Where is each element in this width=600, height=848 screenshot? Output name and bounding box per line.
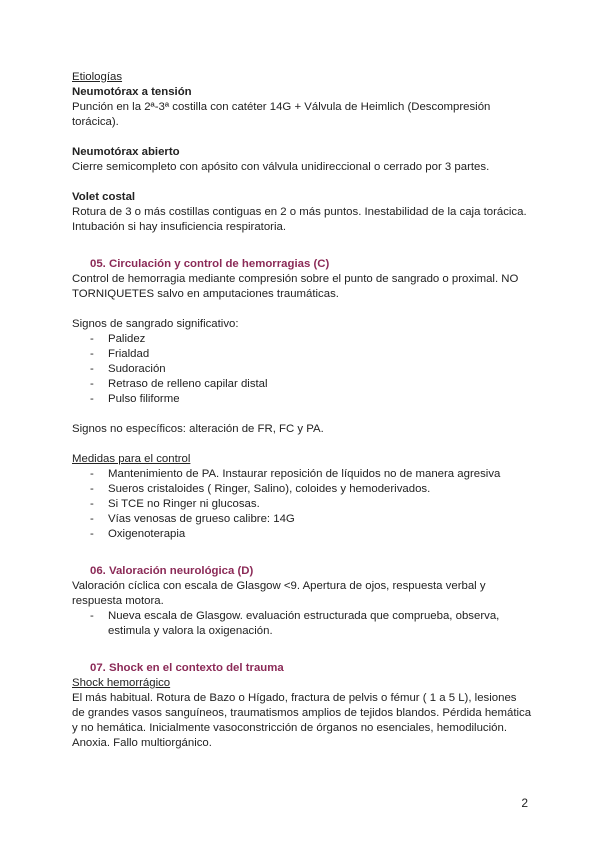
shock-text: El más habitual. Rotura de Bazo o Hígado, fractura de pelvis o fémur ( 1 a 5 L), lesiones de grandes vasos sanguíneos, traumatismos amplios de tejidos blandos. Pérdida hemática y no hemática. Inicialmente vasoconstricción de órganos no esenciales, hemodilución. Anoxia. Fallo multiorgánico.: [72, 692, 532, 749]
neurologica-text: Valoración cíclica con escala de Glasgow <9. Apertura de ojos, respuesta verbal y respuesta motora.: [72, 580, 486, 607]
shock-subtitle: Shock hemorrágico: [72, 677, 171, 689]
etiologias-title: Etiologías: [72, 71, 123, 83]
signos-list: [72, 332, 532, 407]
volet-heading: Volet costal: [72, 191, 136, 203]
signos-title: Signos de sangrado significativo:: [72, 318, 239, 330]
list-item: - Mantenimiento de PA. Instaurar reposición de líquidos no de manera agresiva: [72, 467, 532, 482]
list-item: - Retraso de relleno capilar distal: [72, 377, 532, 392]
list-item: - Sudoración: [72, 362, 532, 377]
list-item: - Palidez: [72, 332, 532, 347]
list-item: - Nueva escala de Glasgow. evaluación estructurada que comprueba, observa, estimula y valora la oxigenación.: [72, 609, 532, 639]
circulacion-text: Control de hemorragia mediante compresión sobre el punto de sangrado o proximal. NO TORNIQUETES salvo en amputaciones traumáticas.: [72, 273, 519, 300]
list-item: - Oxigenoterapia: [72, 527, 532, 542]
list-item: - Sueros cristaloides ( Ringer, Salino), coloides y hemoderivados.: [72, 482, 532, 497]
abierto-heading: Neumotórax abierto: [72, 146, 180, 158]
document-page: [72, 70, 532, 751]
no-especificos-text: Signos no específicos: alteración de FR, FC y PA.: [72, 423, 324, 435]
list-item: - Si TCE no Ringer ni glucosas.: [72, 497, 532, 512]
list-item: - Frialdad: [72, 347, 532, 362]
neurologica-list: [72, 609, 532, 639]
page-number: 2: [521, 796, 528, 810]
circulacion-heading: 05. Circulación y control de hemorragias (C): [90, 258, 330, 270]
tension-text: Punción en la 2ª-3ª costilla con catéter 14G + Válvula de Heimlich (Descompresión torácica).: [72, 101, 491, 128]
list-item: - Pulso filiforme: [72, 392, 532, 407]
medidas-title: Medidas para el control: [72, 453, 191, 465]
shock-heading: 07. Shock en el contexto del trauma: [90, 662, 284, 674]
neurologica-heading: 06. Valoración neurológica (D): [90, 565, 254, 577]
volet-text: Rotura de 3 o más costillas contiguas en 2 o más puntos. Inestabilidad de la caja torácica. Intubación si hay insuficiencia respiratoria.: [72, 206, 527, 233]
medidas-list: [72, 467, 532, 542]
list-item: - Vías venosas de grueso calibre: 14G: [72, 512, 532, 527]
tension-heading: Neumotórax a tensión: [72, 86, 192, 98]
abierto-text: Cierre semicompleto con apósito con válvula unidireccional o cerrado por 3 partes.: [72, 161, 490, 173]
